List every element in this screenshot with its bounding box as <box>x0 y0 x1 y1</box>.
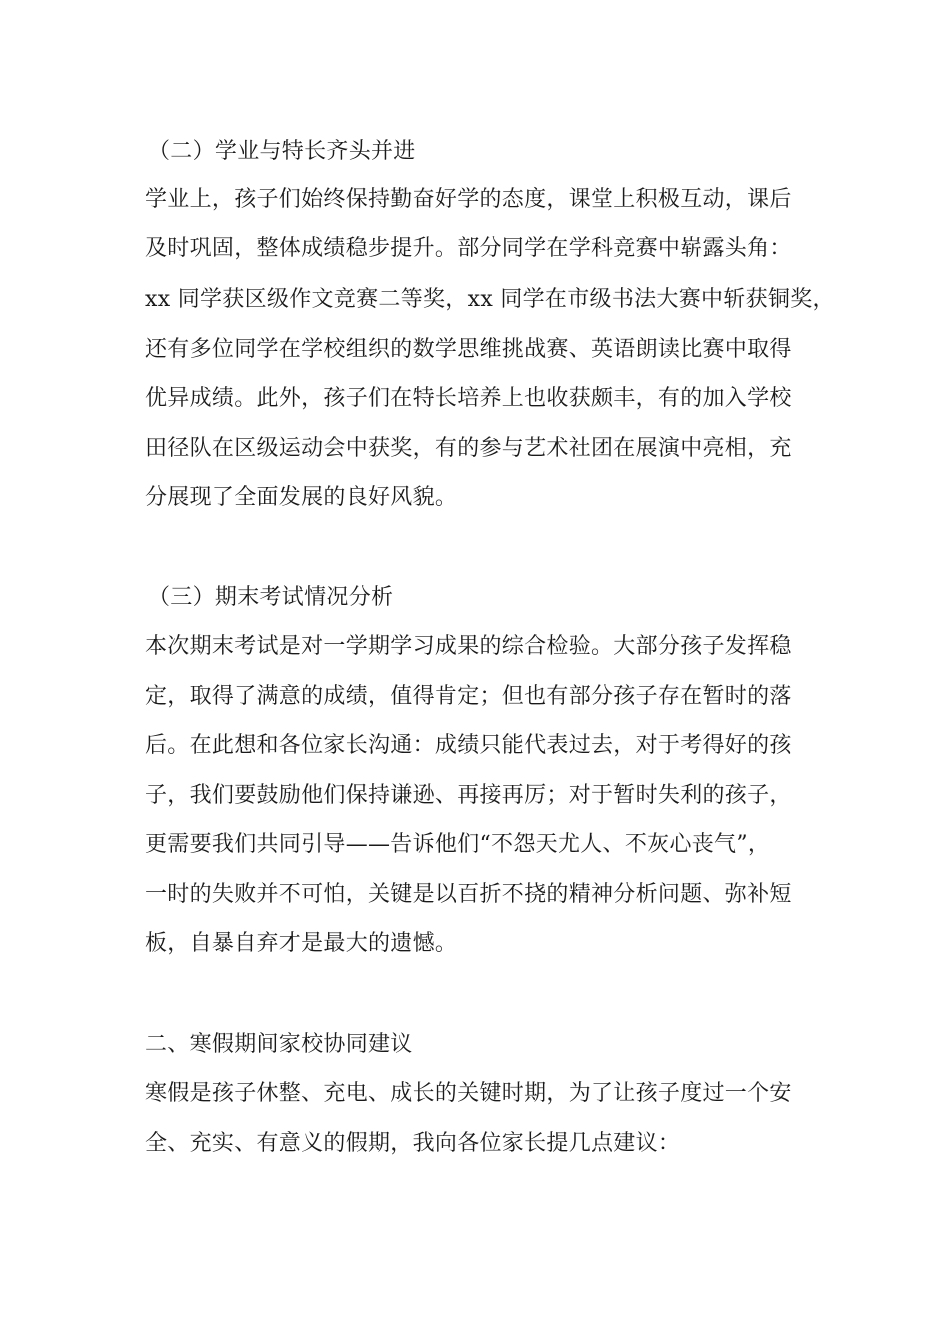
section-heading-academics: （二）学业与特长齐头并进 <box>148 139 416 164</box>
paragraph-line: xx 同学获区级作文竞赛二等奖，xx 同学在市级书法大赛中斩获铜奖， <box>145 287 835 312</box>
paragraph-line: 全、充实、有意义的假期，我向各位家长提几点建议： <box>145 1131 681 1156</box>
paragraph-line: 一时的失败并不可怕，关键是以百折不挠的精神分析问题、弥补短 <box>145 882 792 907</box>
paragraph-line: 定，取得了满意的成绩，值得肯定；但也有部分孩子存在暂时的落 <box>145 684 792 709</box>
paragraph-line: 田径队在区级运动会中获奖，有的参与艺术社团在展演中亮相，充 <box>145 436 792 461</box>
paragraph-line: 分展现了全面发展的良好风貌。 <box>145 485 458 510</box>
section-heading-winter-break: 二、寒假期间家校协同建议 <box>145 1032 413 1057</box>
paragraph-line: 寒假是孩子休整、充电、成长的关键时期，为了让孩子度过一个安 <box>145 1081 792 1106</box>
paragraph-line: 本次期末考试是对一学期学习成果的综合检验。大部分孩子发挥稳 <box>145 634 792 659</box>
paragraph-line: 优异成绩。此外，孩子们在特长培养上也收获颇丰，有的加入学校 <box>145 386 792 411</box>
section-heading-final-exam: （三）期末考试情况分析 <box>148 585 394 610</box>
paragraph-line: 及时巩固，整体成绩稳步提升。部分同学在学科竞赛中崭露头角： <box>145 236 792 261</box>
paragraph-line: 还有多位同学在学校组织的数学思维挑战赛、英语朗读比赛中取得 <box>145 337 792 362</box>
paragraph-line: 子，我们要鼓励他们保持谦逊、再接再厉；对于暂时失利的孩子， <box>145 783 792 808</box>
paragraph-line: 后。在此想和各位家长沟通：成绩只能代表过去，对于考得好的孩 <box>145 733 792 758</box>
paragraph-line: 板，自暴自弃才是最大的遗憾。 <box>145 931 458 956</box>
paragraph-line: 学业上，孩子们始终保持勤奋好学的态度，课堂上积极互动，课后 <box>145 187 792 212</box>
paragraph-line: 更需要我们共同引导——告诉他们“不怨天尤人、不灰心丧气”， <box>145 832 771 857</box>
